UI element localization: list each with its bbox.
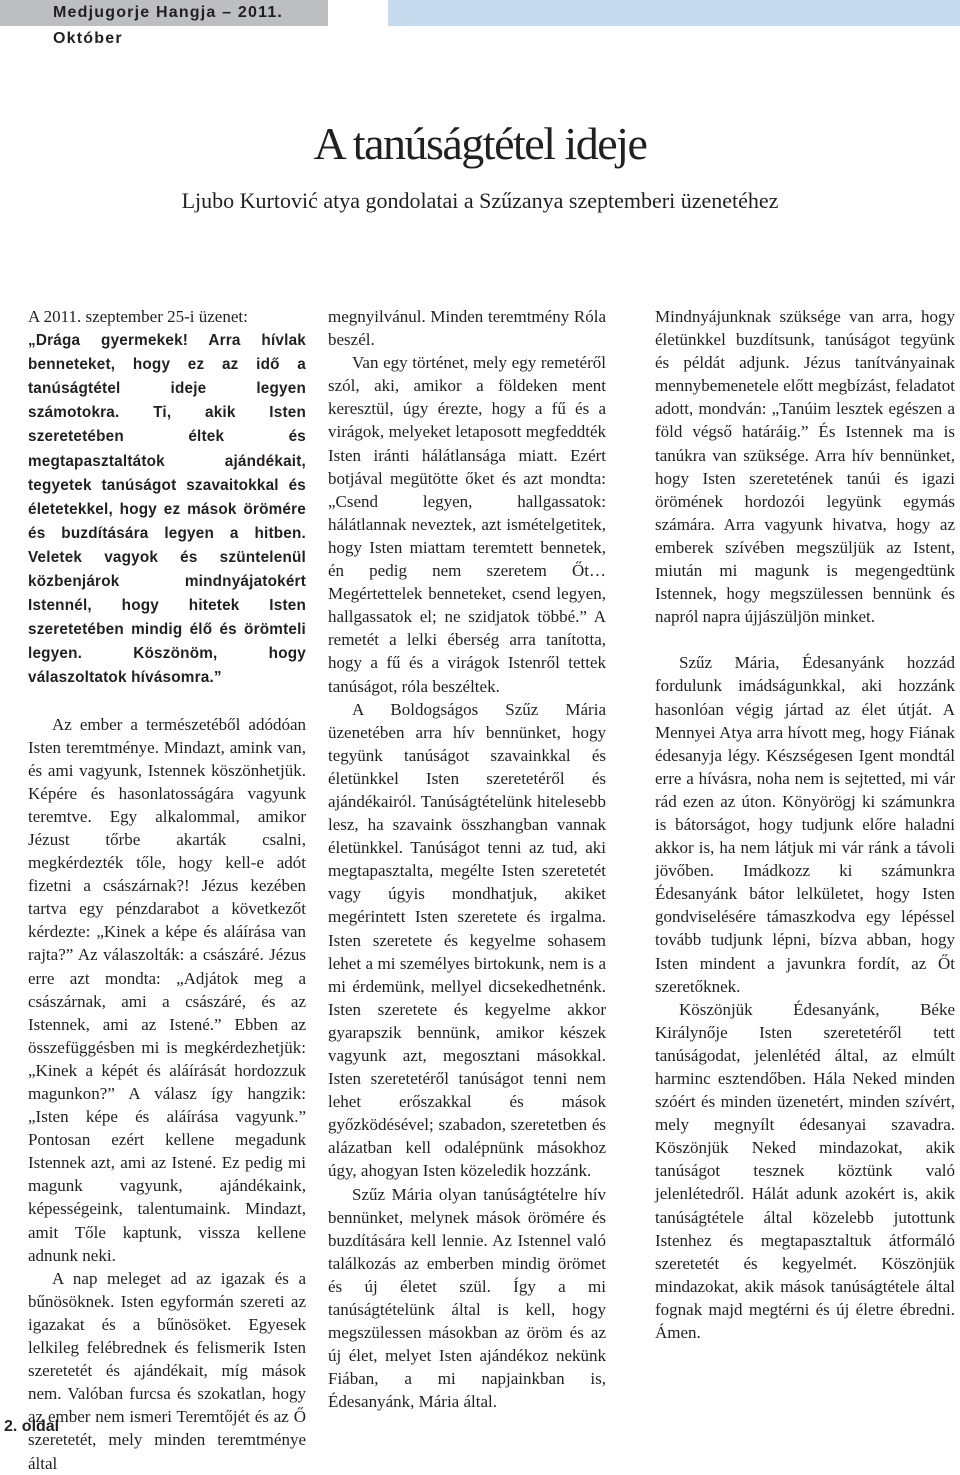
running-header <box>0 0 960 47</box>
paragraph: Mindnyájunknak szüksége van arra, hogy életünkkel buzdítsunk, tanúságot tegyünk és példát adjunk. Jézus tanítványainak mennybemenetele előtt megbízást, feladatot adott, mondván: „Tanúim lesztek egészen a föld végső határáig.” És Istennek ma is tanúkra van szüksége. Arra hív bennünket, hogy Isten szeretetének tanúi és igazi örömének hordozói legyünk egymás számára. Arra vagyunk hivatva, hogy az emberek szívében megszüljük az Istent, miután mi magunk is megengedtünk Istennek, hogy megszülessen bennünk és napról napra újjászüljön minket. <box>655 307 955 627</box>
paragraph: Az ember a természetéből adódóan Isten teremtménye. Mindazt, amink van, és ami vagyunk, Istennek köszönhetjük. Képére és hasonlatosságára vagyunk teremtve. Egy alkalommal, amikor Jézust tőrbe akarták csalni, megkérdezték tőle, hogy kell-e adót fizetni a császárnak?! Jézus kezében tartva egy pénzdarabot a következőt kérdezte: „Kinek a képe és aláírása van rajta?” Az válaszolták: a császáré. Jézus erre azt mondta: „Adjátok meg a császárnak, ami a császáré, és az Istennek, ami az Istené.” Ebben az összefüggésben mi is megkérdezhetjük: „Kinek a képét és aláírását hordozzuk magunkon?” A válasz így hangzik: „Isten képe és aláírása vagyunk.” Pontosan ezért kellene megadunk Istennek azt, ami az Istené. Ez pedig mi magunk vagyunk, ajándékaink, képességeink, talentumaink. Mindazt, amit Tőle kaptunk, vissza kellene adnunk neki. <box>28 714 306 1265</box>
message-text: „Drága gyermekek! Arra hívlak benneteket, hogy ez az idő a tanúságtétel ideje legyen számotokra. Ti, akik Isten szeretetében éltek és megtapasztaltátok ajándékait, tegyetek tanúságot szavaitokkal és életetekkel, hogy ez mások örömére és buzdítására legyen a hitben. Veletek vagyok és szüntelenül közbenjárok mindnyájatokért Istennél, hogy hitetek Isten szeretetében mindig élő és örömteli legyen. Köszönöm, hogy válaszoltatok hívásomra.” <box>28 332 306 687</box>
text-column-1 <box>28 305 306 1475</box>
article-subtitle: Ljubo Kurtović atya gondolatai a Szűzanya szeptemberi üzenetéhez <box>181 188 779 213</box>
header-color-band <box>388 0 960 26</box>
running-title: Medjugorje Hangja – 2011. Október <box>0 0 328 26</box>
paragraph: Szűz Mária olyan tanúságtételre hív bennünket, melynek mások örömére és buzdítására kell lennie. Az Istennel való találkozás az emberben mindig örömet és új életet szül. Így a mi tanúságtételünk által is kell, hogy megszülessen másokban az öröm és az új élet, melyet Isten ajándékoz nekünk Fiában, a mi napjainkban is, Édesanyánk, Mária által. <box>328 1184 606 1412</box>
message-block <box>28 305 306 690</box>
article-title: A tanúságtétel ideje <box>313 118 647 169</box>
paragraph: A nap meleget ad az igazak és a bűnösöknek. Isten egyformán szereti az igazakat és a bűnösöket. Egyesek lelkileg felébrednek és felismerik Isten szeretetét és ajándékait, míg mások nem. Valóban furcsa és szokatlan, hogy az ember nem ismeri Teremtőjét és az Ő szeretetét, mely minden teremtménye által <box>28 1268 306 1473</box>
paragraph: Szűz Mária, Édesanyánk hozzád fordulunk imádságunkkal, aki hozzánk hasonlóan végig jártad az élet útját. A Mennyei Atya arra hívott meg, hogy Fiának édesanyja légy. Készségesen Igent mondtál erre a hívásra, noha nem is sejtetted, mi vár rád ezen az úton. Könyörögj ki számunkra is bátorságot, hogy tudjunk előre haladni akkor is, ha nem látjuk mi vár ránk a távoli jövőben. Imádkozz ki számunkra Édesanyánk bátor lelkületet, hogy Isten gondviselésére támaszkodva egy lépéssel tovább tudjunk lépni, bízva abban, hogy Isten mindent a javunkra fordít, az Őt szeretőknek. <box>655 653 955 996</box>
message-label: A 2011. szeptember 25-i üzenet: <box>28 307 248 326</box>
paragraph: Van egy történet, mely egy remetéről szól, aki, amikor a földeken ment keresztül, úgy érezte, hogy a fű és a virágok, melyeket letaposott megfeddték Isten iránti hálátlansága miatt. Ezért botjával megütötte őket és azt mondta: „Csend legyen, hallgassatok: hálátlannak neveztek, azt ismételgetitek, hogy Isten miattam teremtett bennetek, én pedig nem szeretem Őt… Megértettelek benneteket, csend legyen, hallgassatok el; ne szidjatok többé.” A remetét a lelki éberség arra tanította, hogy a fű és a virágok Istenről tettek tanúságot, róla beszéltek. <box>328 353 606 696</box>
text-column-2 <box>328 305 606 1414</box>
paragraph: Köszönjük Édesanyánk, Béke Királynője Isten szeretetéről tett tanúságodat, jelenlétéd által, az elmúlt harminc esztendőben. Hála Neked minden szóért és minden üzenetért, minden szívért, mely megnyílt édesanyai szavadra. Köszönjük Neked mindazokat, akik tanúságot tesznek köztünk való jelenlétedről. Hálát adunk azokért is, akik tanúságtétele által közelebb jutottunk Istenhez és megtapasztaltuk átformáló szeretetét és kegyelmét. Köszönjük mindazokat, akik mások tanúságtétele által fognak majd megtérni és új életre ébredni. Ámen. <box>655 999 955 1343</box>
paragraph: A Boldogságos Szűz Mária üzenetében arra hív bennünket, hogy tegyünk tanúságot szavainkkal és életünkkel Isten szeretetéről és ajándékairól. Tanúságtételünk hitelesebb lesz, ha szavaink összhangban vannak életünkkel. Tanúságot tenni az tud, aki megtapasztalta, megélte Isten szeretetét vagy úgyis mondhatjuk, akiket megérintett Isten szeretete és irgalma. Isten szeretete és kegyelme sohasem lehet a mi személyes birtokunk, nem is a mi érdemünk, mellyel dicsekedhetnénk. Isten szeretete és kegyelme akkor gyarapszik bennünk, amikor készek vagyunk azt, megosztani másokkal. Isten szeretetéről tanúságot tenni nem lehet erőszakkal és mások győzködésével; szabadon, szeretetben és alázatban kell odalépnünk másokhoz úgy, ahogyan Isten közeledik hozzánk. <box>328 699 606 1181</box>
text-column-3 <box>655 305 955 1344</box>
paragraph: megnyilvánul. Minden teremtmény Róla beszél. <box>328 307 606 350</box>
page-number: 2. oldal <box>4 1418 60 1435</box>
